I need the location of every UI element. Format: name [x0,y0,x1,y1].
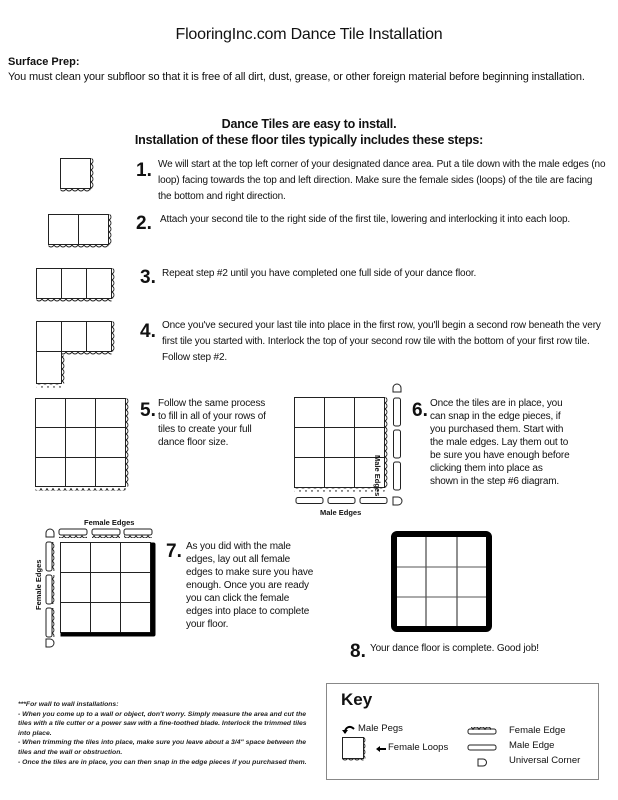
male-edges-horizontal-label: Male Edges [320,508,362,517]
surface-prep-text: You must clean your subfloor so that it is free of all dirt, dust, grease, or other foreign material before beginning installation. [8,71,585,83]
step-4-tiles-icon [36,321,136,393]
step-6-number: 6. [412,400,428,421]
step-5-grid-icon [35,398,130,498]
step-6-male-edges-diagram [294,385,424,515]
step-7-text: As you did with the male edges, lay out all female edges to make sure you have enough. Once you are ready you can click the female edges into place to complete your floor. [186,541,314,630]
step-8-complete-floor-diagram [391,531,493,633]
female-loops-label: Female Loops [388,742,449,753]
step-7-female-edges-diagram [46,525,161,640]
notes-item-1: - When you come up to a wall or object, don't worry. Simply measure the area and cut the tiles with a tile cutter or a power saw with a fine-toothed blade. Interlock the trimmed tiles into place. [18,710,307,737]
universal-corner-label: Universal Corner [509,755,581,766]
male-edge-label: Male Edge [509,740,555,751]
step-5-text: Follow the same process to fill in all of your rows of tiles to create your full dance floor size. [158,398,266,448]
intro-line-1: Dance Tiles are easy to install. [221,117,397,131]
step-4-text: Once you've secured your last tile into place in the first row, you'll begin a second row beneath the very first tile you started with. Interlock the top of your second row tile with the bottom of your first row tile. Follow step #2. [162,320,601,363]
universal-corner-icon [477,758,487,767]
step-4-number: 4. [140,321,156,342]
female-edge-icon [467,727,499,735]
notes-item-2: - When trimming the tiles into place, make sure you leave about a 3/4" space between the tiles and the wall or obstruction. [18,739,307,756]
step-1-number: 1. [136,160,152,181]
female-edges-horizontal-label: Female Edges [84,518,135,527]
page-title: FlooringInc.com Dance Tile Installation [175,26,443,43]
step-8-text: Your dance floor is complete. Good job! [370,643,539,654]
male-pegs-arrow-icon [342,724,356,734]
wall-to-wall-notes [18,700,318,767]
step-3-number: 3. [140,267,156,288]
notes-heading: ***For wall to wall installations: [18,701,119,708]
intro-heading [0,116,618,148]
male-edges-vertical-label: Male Edges [373,455,382,497]
key-legend [326,683,599,780]
step-8-number: 8. [350,641,366,662]
step-2-number: 2. [136,213,152,234]
step-1-text: We will start at the top left corner of your designated dance area. Put a tile down with the male edges (no loop) facing towards the top and left direction. Make sure the female sides (loops) of the tile are facing the bottom and right direction. [158,159,606,202]
step-3-tiles-icon [36,268,136,308]
step-1-tile-icon [60,158,100,198]
male-pegs-label: Male Pegs [358,723,403,734]
intro-line-2: Installation of these floor tiles typically includes these steps: [134,133,484,147]
step-5-number: 5. [140,400,156,421]
female-edge-label: Female Edge [509,725,566,736]
notes-item-3: - Once the tiles are in place, you can then snap in the edge pieces if you purchased them. [18,758,307,766]
male-edge-icon [467,744,499,752]
step-7-number: 7. [166,541,182,562]
female-edges-vertical-label: Female Edges [34,559,43,610]
step-3-text: Repeat step #2 until you have completed one full side of your dance floor. [162,268,477,279]
key-tile-icon [342,737,370,763]
female-loops-arrow-icon [376,746,386,752]
surface-prep-heading: Surface Prep: [8,56,80,68]
key-title: Key [341,690,373,709]
step-2-text: Attach your second tile to the right side of the first tile, lowering and interlocking it into each loop. [160,214,571,225]
step-2-tiles-icon [48,214,118,254]
step-6-text: Once the tiles are in place, you can snap in the edge pieces, if you purchased them. Start with the male edges. Lay them out to be sure you have enough before clicking them into place as shown in the step #6 diagram. [430,398,570,487]
